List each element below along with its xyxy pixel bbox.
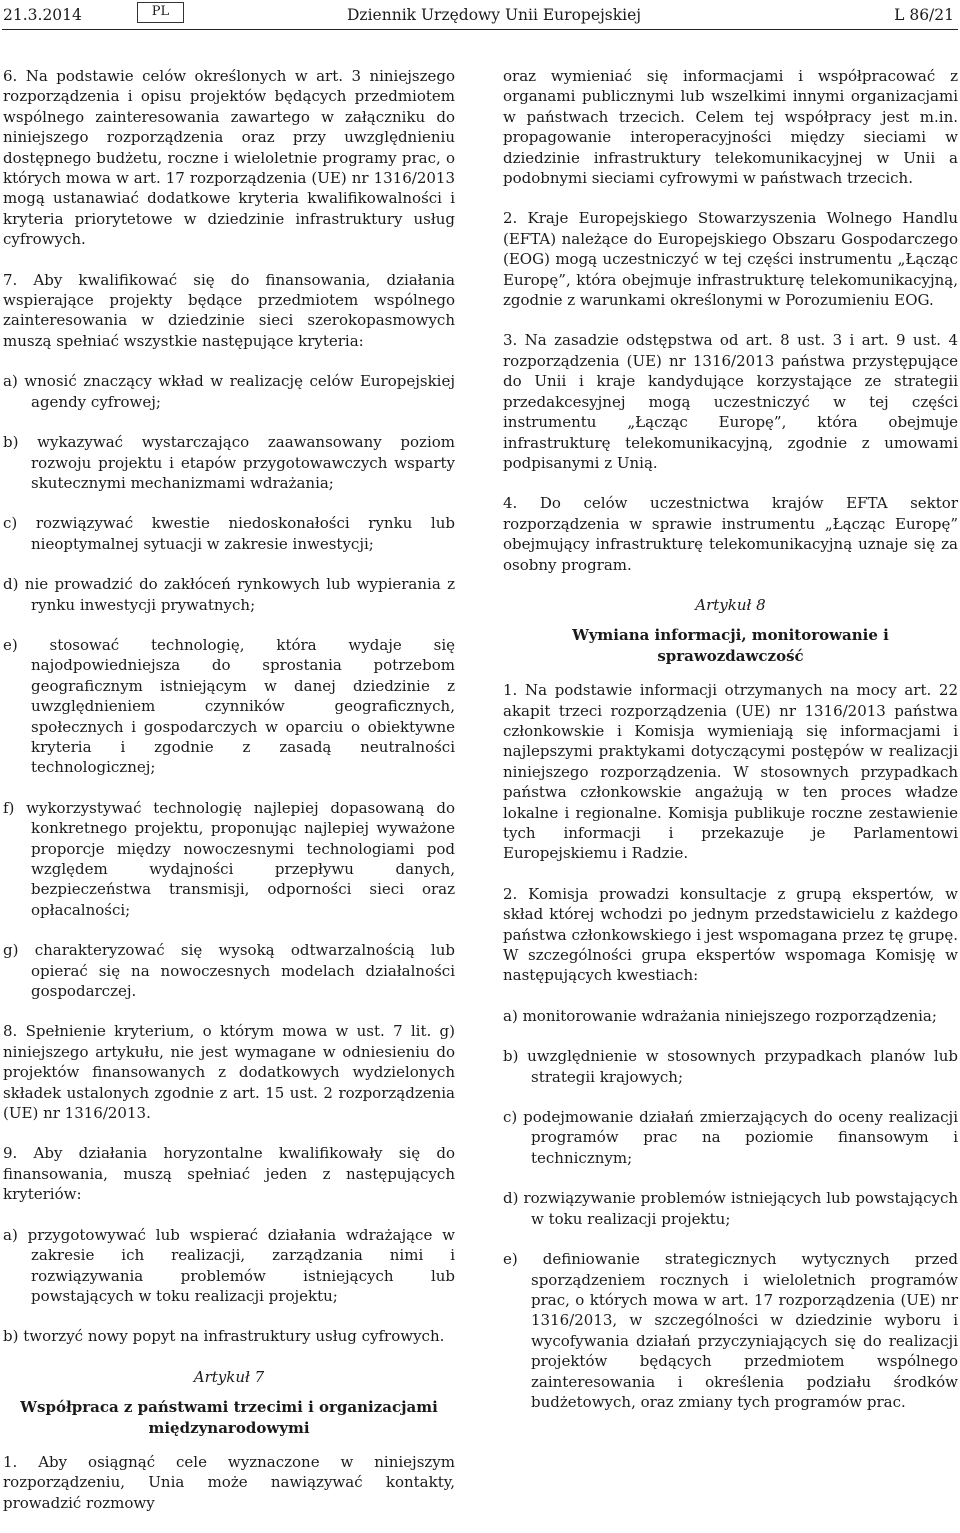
article-8-label: Artykuł 8 xyxy=(695,595,766,614)
article-7-paragraph-1-continued: oraz wymieniać się informacjami i współpracować z organami publicznymi lub wszelkimi innymi organizacjami w państwach trzecich. Celem tej współpracy jest m.in. propagowanie interoperacyjności między sieciami w dziedzinie infrastruktury telekomunikacyjnej w Unii a podobnymi sieciami cyfrowymi w państwach trzecich. xyxy=(503,67,958,188)
article-7-paragraph-1: 1. Aby osiągnąć cele wyznaczone w niniejszym rozporządzeniu, Unia może nawiązywać kontakty, prowadzić rozmowy xyxy=(3,1452,455,1512)
horizontal-criterion-a: a) przygotowywać lub wspierać działania wdrażające w zakresie ich realizacji, zarządzania nimi i rozwiązywania problemów istniejących lub powstających w toku realizacji projektu; xyxy=(3,1225,455,1305)
expert-task-d: d) rozwiązywanie problemów istniejących lub powstających w toku realizacji projektu; xyxy=(503,1189,958,1228)
paragraph-7: 7. Aby kwalifikować się do finansowania, działania wspierające projekty będące przedmiotem wspólnego zainteresowania w dziedzinie sieci szerokopasmowych muszą spełniać wszystkie następujące kryteria: xyxy=(3,270,455,350)
article-8-paragraph-1: 1. Na podstawie informacji otrzymanych na mocy art. 22 akapit trzeci rozporządzenia (UE) nr 1316/2013 państwa członkowskie i Komisja wymieniają się informacjami i najlepszymi praktykami dotyczącymi postępów w realizacji niniejszego rozporządzenia. W stosownych przypadkach państwa członkowskie angażują w ten proces władze lokalne i regionalne. Komisja publikuje roczne zestawienie tych informacji i przekazuje je Parlamentowi Europejskiemu i Radzie. xyxy=(503,681,958,863)
paragraph-8: 8. Spełnienie kryterium, o którym mowa w ust. 7 lit. g) niniejszego artykułu, nie jest wymagane w odniesieniu do projektów finansowanych z dodatkowych wydzielonych składek ustalonych zgodnie z art. 15 ust. 2 rozporządzenia (UE) nr 1316/2013. xyxy=(3,1022,455,1123)
criterion-b: b) wykazywać wystarczająco zaawansowany poziom rozwoju projektu i etapów przygotowawczych wsparty skutecznymi mechanizmami wdrażania; xyxy=(3,433,455,492)
header-rule xyxy=(2,29,958,30)
criterion-a: a) wnosić znaczący wkład w realizację celów Europejskiej agendy cyfrowej; xyxy=(3,372,455,411)
criterion-g: g) charakteryzować się wysoką odtwarzalnością lub opierać się na nowoczesnych modelach działalności gospodarczej. xyxy=(3,941,455,1001)
expert-task-c: c) podejmowanie działań zmierzających do oceny realizacji programów prac na poziomie finansowym i technicznym; xyxy=(503,1108,958,1167)
article-8-title: Wymiana informacji, monitorowanie i sprawozdawczość xyxy=(572,626,889,665)
article-7-paragraph-3: 3. Na zasadzie odstępstwa od art. 8 ust. 3 i art. 9 ust. 4 rozporządzenia (UE) nr 1316/2013 państwa przystępujące do Unii i kraje kandydujące korzystające ze strategii przedakcesyjnej mogą uczestniczyć w tej części instrumentu „Łącząc Europę”, która obejmuje infrastrukturę telekomunikacyjną, zgodnie z umowami podpisanymi z Unią. xyxy=(503,331,958,472)
page-header xyxy=(0,0,960,32)
article-7-title: Współpraca z państwami trzecimi i organizacjami międzynarodowymi xyxy=(20,1398,438,1437)
expert-task-a: a) monitorowanie wdrażania niniejszego rozporządzenia; xyxy=(503,1006,937,1025)
left-column xyxy=(3,66,455,1533)
criterion-e: e) stosować technologię, która wydaje się najodpowiedniejsza do sprostania potrzebom geograficznym istniejącym w danej dziedzinie z uwzględnieniem czynników geograficznych, społecznych i gospodarczych w oparciu o obiektywne kryteria i zgodnie z zasadą neutralności technologicznej; xyxy=(3,635,455,777)
page-number: L 86/21 xyxy=(894,6,954,24)
language-badge: PL xyxy=(137,2,184,23)
paragraph-9: 9. Aby działania horyzontalne kwalifikowały się do finansowania, muszą spełniać jeden z następujących kryteriów: xyxy=(3,1144,455,1204)
criterion-c: c) rozwiązywać kwestie niedoskonałości rynku lub nieoptymalnej sytuacji w zakresie inwestycji; xyxy=(3,514,455,553)
article-7-paragraph-2: 2. Kraje Europejskiego Stowarzyszenia Wolnego Handlu (EFTA) należące do Europejskiego Obszaru Gospodarczego (EOG) mogą uczestniczyć w tej części instrumentu „Łącząc Europę”, która obejmuje infrastrukturę telekomunikacyjną, zgodnie z warunkami określonymi w Porozumieniu EOG. xyxy=(503,209,958,310)
article-8-paragraph-2: 2. Komisja prowadzi konsultacje z grupą ekspertów, w skład której wchodzi po jednym przedstawicielu z każdego państwa członkowskiego i jest wspomagana przez tę grupę. W szczególności grupa ekspertów wspomaga Komisję w następujących kwestiach: xyxy=(503,884,958,985)
journal-title: Dziennik Urzędowy Unii Europejskiej xyxy=(347,6,642,24)
article-7-paragraph-4: 4. Do celów uczestnictwa krajów EFTA sektor rozporządzenia w sprawie instrumentu „Łącząc Europę” obejmujący infrastrukturę telekomunikacyjną uznaje się za osobny program. xyxy=(503,494,958,574)
publication-date: 21.3.2014 xyxy=(3,6,82,24)
criterion-f: f) wykorzystywać technologię najlepiej dopasowaną do konkretnego projektu, proponując najlepiej wyważone proporcje między nowoczesnymi technologiami pod względem wydajności przepływu danych, bezpieczeństwa transmisji, odporności sieci oraz opłacalności; xyxy=(3,798,455,919)
criterion-d: d) nie prowadzić do zakłóceń rynkowych lub wypierania z rynku inwestycji prywatnych; xyxy=(3,575,455,614)
horizontal-criterion-b: b) tworzyć nowy popyt na infrastruktury usług cyfrowych. xyxy=(3,1327,445,1346)
expert-task-e: e) definiowanie strategicznych wytycznych przed sporządzeniem rocznych i wieloletnich programów prac, o których mowa w art. 17 rozporządzenia (UE) nr 1316/2013, w szczególności w dziedzinie wyboru i wycofywania działań przyczyniających się do realizacji projektów będących przedmiotem wspólnego zainteresowania i określenia podziału środków budżetowych, oraz zmiany tych programów prac. xyxy=(503,1250,958,1411)
article-7-label: Artykuł 7 xyxy=(193,1367,265,1386)
right-column xyxy=(503,66,958,1432)
paragraph-6: 6. Na podstawie celów określonych w art. 3 niniejszego rozporządzenia i opisu projektów będących przedmiotem wspólnego zainteresowania zawartego w załączniku do niniejszego rozporządzenia oraz przy uwzględnieniu dostępnego budżetu, roczne i wieloletnie programy prac, o których mowa w art. 17 rozporządzenia (UE) nr 1316/2013 mogą ustanawiać dodatkowe kryteria kwalifikowalności i kryteria priorytetowe w dziedzinie infrastruktury usług cyfrowych. xyxy=(3,67,455,249)
expert-task-b: b) uwzględnienie w stosownych przypadkach planów lub strategii krajowych; xyxy=(503,1047,958,1086)
